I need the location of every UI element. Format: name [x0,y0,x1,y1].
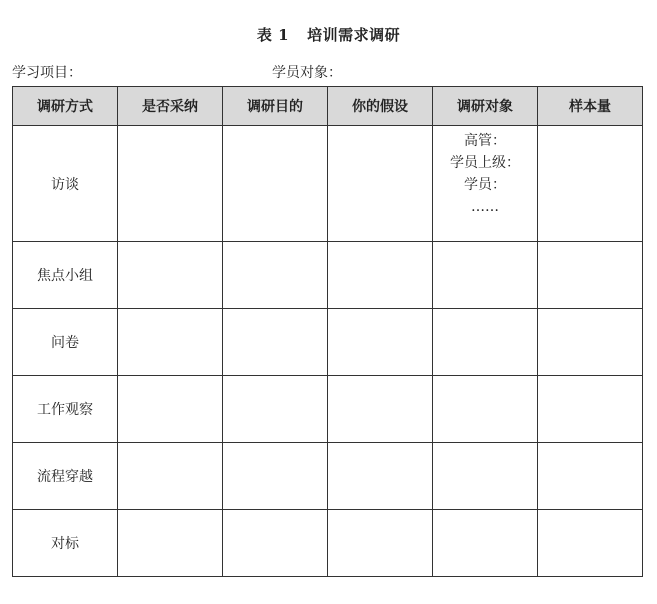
sample-size-cell[interactable] [538,242,643,309]
adopted-cell[interactable] [118,510,223,577]
method-cell: 工作观察 [13,376,118,443]
trainee-target-label: 学员对象： [272,65,342,81]
header-your-hypothesis: 你的假设 [328,87,433,126]
subjects-cell[interactable] [433,510,538,577]
training-needs-survey-table [12,86,643,577]
learning-project-label: 学习项目： [12,65,82,81]
table-row [13,443,643,510]
subjects-list [450,130,520,218]
header-row [13,87,643,126]
hypothesis-cell[interactable] [328,376,433,443]
subjects-cell[interactable] [433,443,538,510]
purpose-cell[interactable] [223,376,328,443]
subjects-cell[interactable] [433,376,538,443]
method-cell: 问卷 [13,309,118,376]
purpose-cell[interactable] [223,309,328,376]
subject-ellipsis: …… [471,198,499,215]
hypothesis-cell[interactable] [328,443,433,510]
subject-trainee-supervisors: 学员上级： [450,154,520,171]
method-cell: 对标 [13,510,118,577]
header-sample-size: 样本量 [538,87,643,126]
hypothesis-cell[interactable] [328,510,433,577]
subject-executives: 高管： [464,132,506,149]
adopted-cell[interactable] [118,443,223,510]
subjects-cell[interactable] [433,309,538,376]
table-title [0,24,657,45]
hypothesis-cell[interactable] [328,126,433,242]
table-row [13,126,643,242]
subject-trainees: 学员： [464,176,506,193]
adopted-cell[interactable] [118,242,223,309]
sample-size-cell[interactable] [538,309,643,376]
method-cell: 流程穿越 [13,443,118,510]
hypothesis-cell[interactable] [328,309,433,376]
header-survey-purpose: 调研目的 [223,87,328,126]
table-row [13,242,643,309]
method-cell: 焦点小组 [13,242,118,309]
header-adopted: 是否采纳 [118,87,223,126]
table-title-text: 培训需求调研 [307,26,401,44]
sample-size-cell[interactable] [538,443,643,510]
table-row [13,376,643,443]
sample-size-cell[interactable] [538,376,643,443]
table-number: 表 1 [256,26,290,44]
table-row [13,309,643,376]
header-survey-subjects: 调研对象 [433,87,538,126]
table-row [13,510,643,577]
sample-size-cell[interactable] [538,126,643,242]
adopted-cell[interactable] [118,309,223,376]
sample-size-cell[interactable] [538,510,643,577]
purpose-cell[interactable] [223,510,328,577]
header-survey-method: 调研方式 [13,87,118,126]
method-cell: 访谈 [13,126,118,242]
purpose-cell[interactable] [223,443,328,510]
subjects-cell[interactable] [433,126,538,242]
purpose-cell[interactable] [223,242,328,309]
adopted-cell[interactable] [118,376,223,443]
subjects-cell[interactable] [433,242,538,309]
purpose-cell[interactable] [223,126,328,242]
hypothesis-cell[interactable] [328,242,433,309]
adopted-cell[interactable] [118,126,223,242]
